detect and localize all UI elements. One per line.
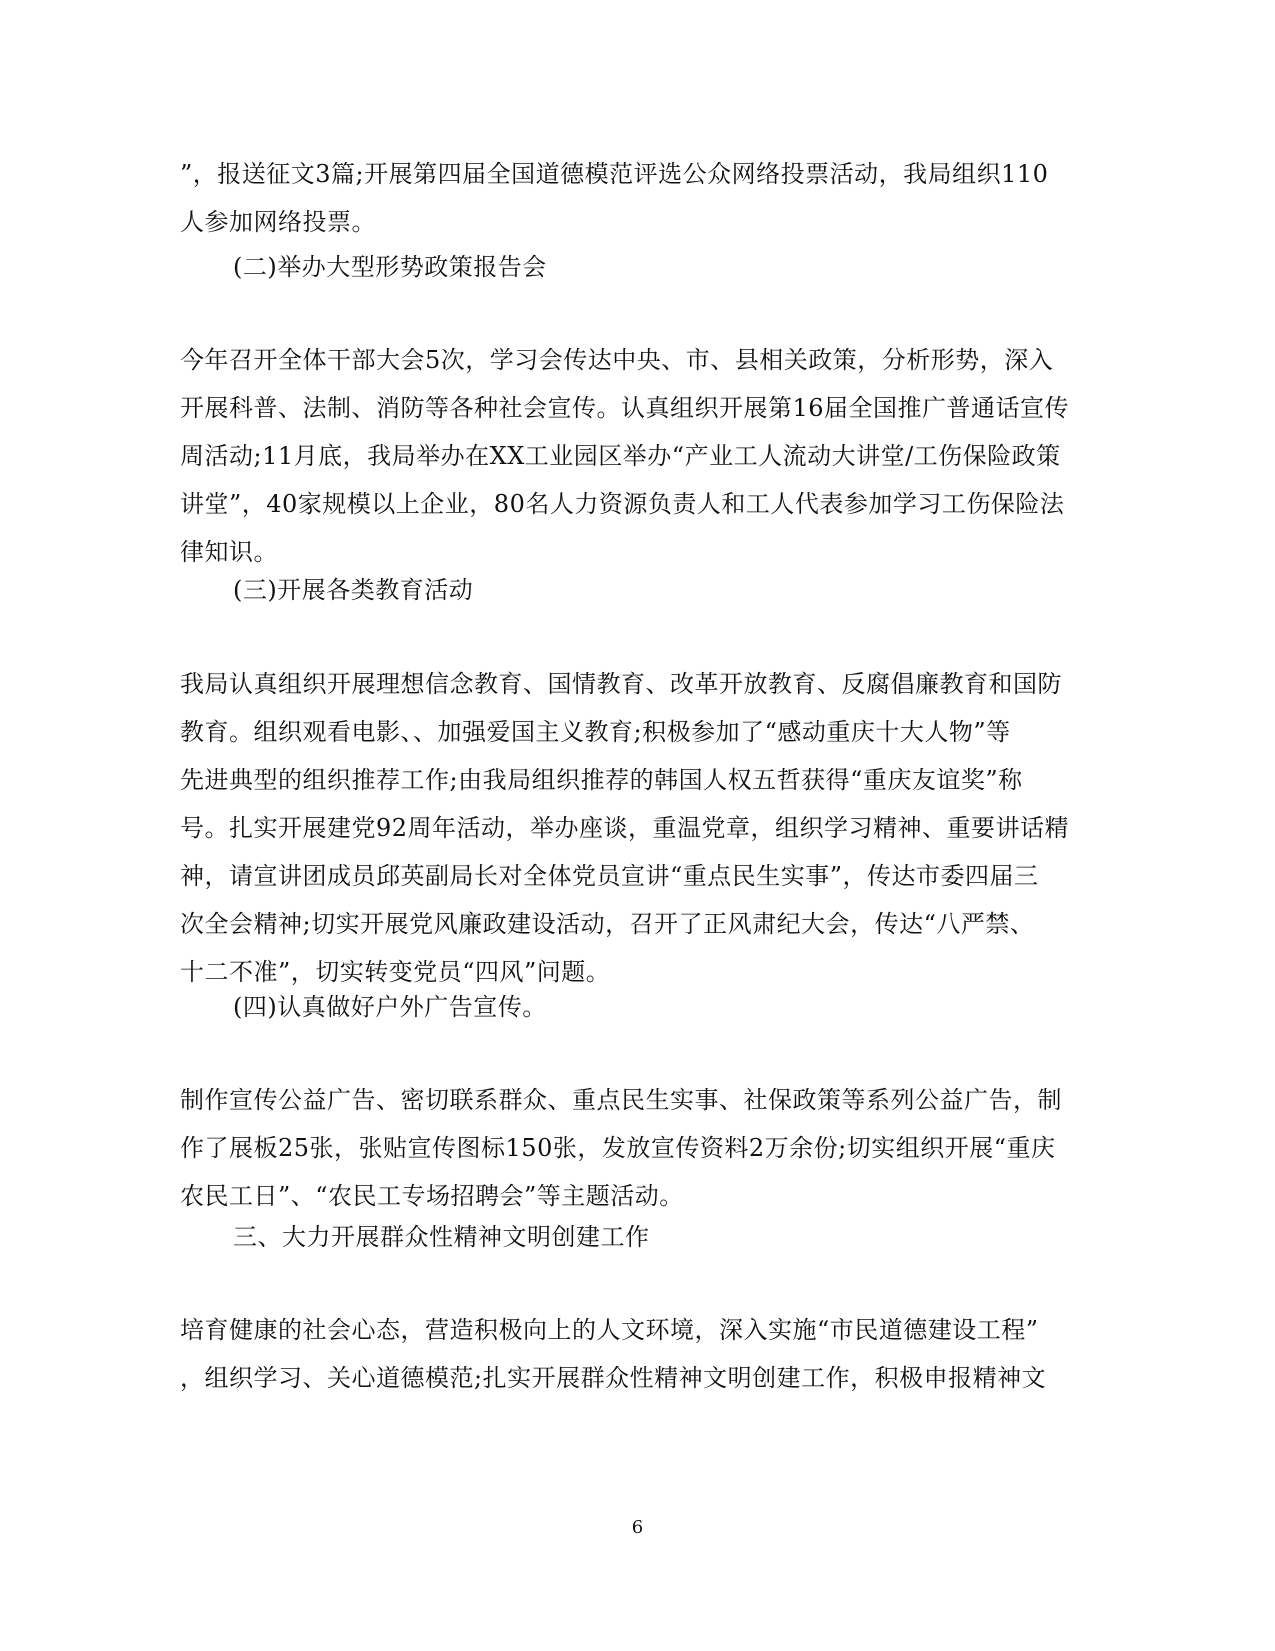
paragraph-line: 开展科普、法制、消防等各种社会宣传。认真组织开展第16届全国推广普通话宣传 [180,394,1070,422]
paragraph-line: 人参加网络投票。 [180,208,376,236]
paragraph-signature-and-voting [180,150,1085,246]
paragraph-line: 号。扎实开展建党92周年活动，举办座谈，重温党章，组织学习精神、重要讲话精 [180,814,1070,842]
paragraph-civilization-creation [180,1306,1085,1402]
paragraph-line: 神，请宣讲团成员邱英副局长对全体党员宣讲“重点民生实事”，传达市委四届三 [180,862,1039,890]
paragraph-line: 今年召开全体干部大会5次，学习会传达中央、市、县相关政策，分析形势，深入 [180,346,1054,374]
section-heading-2: (二)举办大型形势政策报告会 [233,253,547,281]
paragraph-education-activities [180,660,1085,996]
paragraph-line: 培育健康的社会心态，营造积极向上的人文环境，深入实施“市民道德建设工程” [180,1316,1039,1344]
paragraph-line: 周活动;11月底，我局举办在XX工业园区举办“产业工人流动大讲堂/工伤保险政策 [180,442,1061,470]
paragraph-line: ”，报送征文3篇;开展第四届全国道德模范评选公众网络投票活动，我局组织110 [180,160,1049,188]
paragraph-line: 次全会精神;切实开展党风廉政建设活动，召开了正风肃纪大会，传达“八严禁、 [180,910,1035,938]
paragraph-line: 作了展板25张，张贴宣传图标150张，发放宣传资料2万余份;切实组织开展“重庆 [180,1134,1056,1162]
paragraph-line: 农民工日”、“农民工专场招聘会”等主题活动。 [180,1182,684,1210]
section-heading-4: (四)认真做好户外广告宣传。 [233,993,547,1021]
paragraph-line: ，组织学习、关心道德模范;扎实开展群众性精神文明创建工作，积极申报精神文 [180,1364,1047,1392]
paragraph-policy-reports [180,336,1085,576]
paragraph-line: 制作宣传公益广告、密切联系群众、重点民生实事、社保政策等系列公益广告，制 [180,1086,1062,1114]
paragraph-outdoor-ads [180,1076,1085,1220]
paragraph-line: 教育。组织观看电影、、加强爱国主义教育;积极参加了“感动重庆十大人物”等 [180,718,1011,746]
paragraph-line: 我局认真组织开展理想信念教育、国情教育、改革开放教育、反腐倡廉教育和国防 [180,670,1062,698]
section-heading-three: 三、大力开展群众性精神文明创建工作 [233,1223,650,1251]
paragraph-line: 讲堂”，40家规模以上企业，80名人力资源负责人和工人代表参加学习工伤保险法 [180,490,1065,518]
paragraph-line: 十二不准”，切实转变党员“四风”问题。 [180,958,611,986]
section-heading-3: (三)开展各类教育活动 [233,576,474,604]
paragraph-line: 先进典型的组织推荐工作;由我局组织推荐的韩国人权五哲获得“重庆友谊奖”称 [180,766,1023,794]
paragraph-line: 律知识。 [180,538,278,566]
page-number: 6 [631,1517,644,1538]
